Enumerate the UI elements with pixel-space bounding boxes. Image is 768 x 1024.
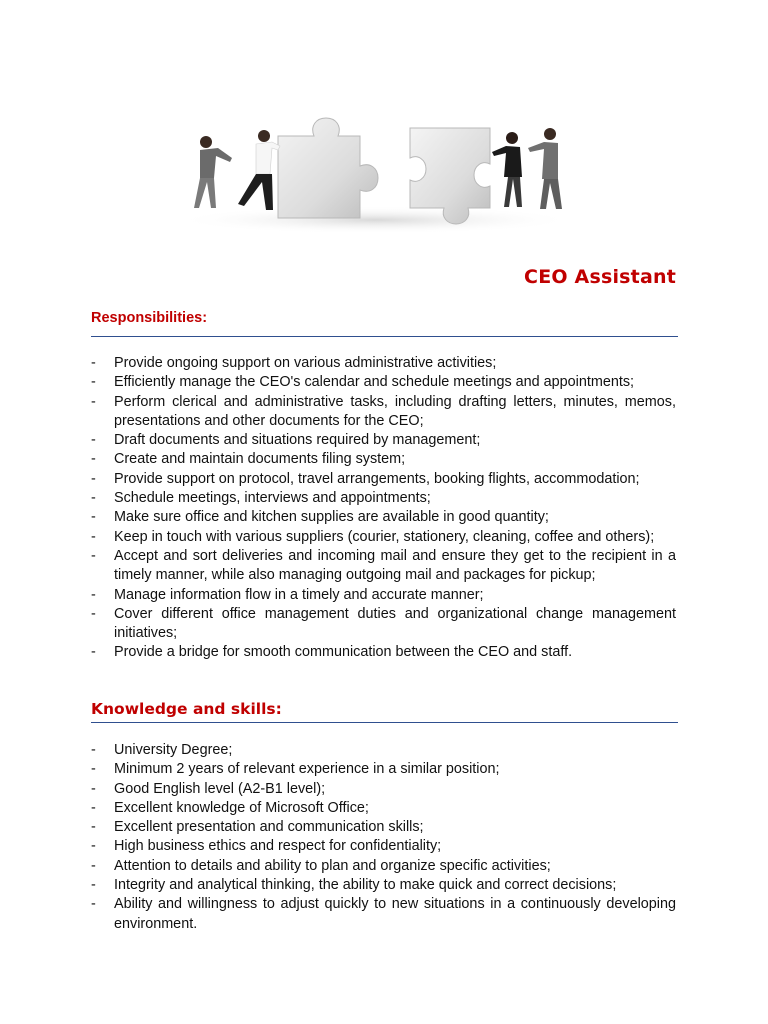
bullet-dash: - (91, 528, 96, 545)
skill-item (91, 760, 676, 779)
skill-item (91, 876, 676, 895)
responsibility-item-text: Create and maintain documents filing system; (114, 451, 406, 468)
responsibility-item (91, 605, 676, 644)
bullet-dash: - (91, 470, 96, 487)
responsibility-item-text: Provide support on protocol, travel arrangements, booking flights, accommodation; (114, 470, 640, 487)
responsibility-item-text: Efficiently manage the CEO's calendar and schedule meetings and appointments; (114, 374, 635, 391)
skill-item (91, 895, 676, 934)
skill-item (91, 857, 676, 876)
responsibilities-list (91, 354, 676, 663)
bullet-dash: - (91, 374, 96, 391)
skill-item (91, 818, 676, 837)
responsibility-item-text: Draft documents and situations required by management; (114, 432, 481, 449)
responsibility-item (91, 373, 676, 392)
responsibility-item (91, 586, 676, 605)
responsibility-item (91, 528, 676, 547)
bullet-dash: - (91, 799, 96, 816)
skill-item-text: High business ethics and respect for confidentiality; (114, 838, 442, 855)
skill-item (91, 837, 676, 856)
section-divider (91, 722, 678, 723)
bullet-dash: - (91, 586, 96, 603)
skill-item-text: Integrity and analytical thinking, the ability to make quick and correct decisions; (114, 877, 617, 894)
bullet-dash: - (91, 605, 96, 622)
page-title: CEO Assistant (524, 266, 676, 288)
bullet-dash: - (91, 509, 96, 526)
bullet-dash: - (91, 393, 96, 410)
responsibility-item-text: Keep in touch with various suppliers (courier, stationery, cleaning, coffee and others); (114, 528, 655, 545)
skill-item (91, 741, 676, 760)
skill-item-text: University Degree; (114, 742, 233, 758)
responsibility-item-text: Schedule meetings, interviews and appointments; (114, 490, 431, 507)
responsibility-item (91, 489, 676, 508)
skill-item (91, 799, 676, 818)
bullet-dash: - (91, 490, 96, 507)
bullet-dash: - (91, 819, 96, 836)
bullet-dash: - (91, 432, 96, 449)
bullet-dash: - (91, 547, 96, 564)
skill-item-text: Attention to details and ability to plan and organize specific activities; (114, 857, 551, 874)
bullet-dash: - (91, 780, 96, 797)
responsibility-item (91, 547, 676, 586)
responsibility-item-text: Accept and sort deliveries and incoming mail and ensure they get to the recipient in a timely manner, while also managing outgoing mail and packages for pickup; (114, 547, 676, 584)
responsibility-item-text: Provide a bridge for smooth communication between the CEO and staff. (114, 644, 573, 661)
skill-item-text: Excellent presentation and communication skills; (114, 819, 424, 836)
responsibility-item (91, 643, 676, 662)
skill-item-text: Ability and willingness to adjust quickly to new situations in a continuously developing environment. (114, 896, 676, 932)
bullet-dash: - (91, 761, 96, 778)
responsibility-item (91, 393, 676, 432)
bullet-dash: - (91, 857, 96, 874)
bullet-dash: - (91, 355, 96, 371)
bullet-dash: - (91, 838, 96, 855)
skill-item-text: Good English level (A2-B1 level); (114, 780, 326, 797)
skill-item (91, 780, 676, 799)
responsibility-item (91, 470, 676, 489)
skills-heading: Knowledge and skills: (91, 700, 282, 718)
section-divider (91, 336, 678, 337)
responsibility-item (91, 354, 676, 373)
responsibility-item (91, 450, 676, 469)
bullet-dash: - (91, 451, 96, 468)
bullet-dash: - (91, 877, 96, 894)
responsibility-item-text: Cover different office management duties and organizational change management initiatives; (114, 605, 676, 642)
bullet-dash: - (91, 742, 96, 758)
skills-list (91, 741, 676, 934)
responsibilities-heading: Responsibilities: (91, 310, 208, 326)
responsibility-item (91, 508, 676, 527)
puzzle-teamwork-illustration (160, 98, 590, 248)
responsibility-item-text: Perform clerical and administrative tasks, including drafting letters, minutes, memos, presentations and other documents for the CEO; (114, 393, 676, 429)
skill-item-text: Minimum 2 years of relevant experience in a similar position; (114, 761, 500, 778)
responsibility-item-text: Manage information flow in a timely and accurate manner; (114, 586, 484, 603)
responsibility-item-text: Make sure office and kitchen supplies are available in good quantity; (114, 509, 549, 526)
responsibility-item (91, 431, 676, 450)
bullet-dash: - (91, 644, 96, 661)
skill-item-text: Excellent knowledge of Microsoft Office; (114, 799, 369, 816)
responsibility-item-text: Provide ongoing support on various administrative activities; (114, 355, 497, 371)
bullet-dash: - (91, 896, 96, 913)
